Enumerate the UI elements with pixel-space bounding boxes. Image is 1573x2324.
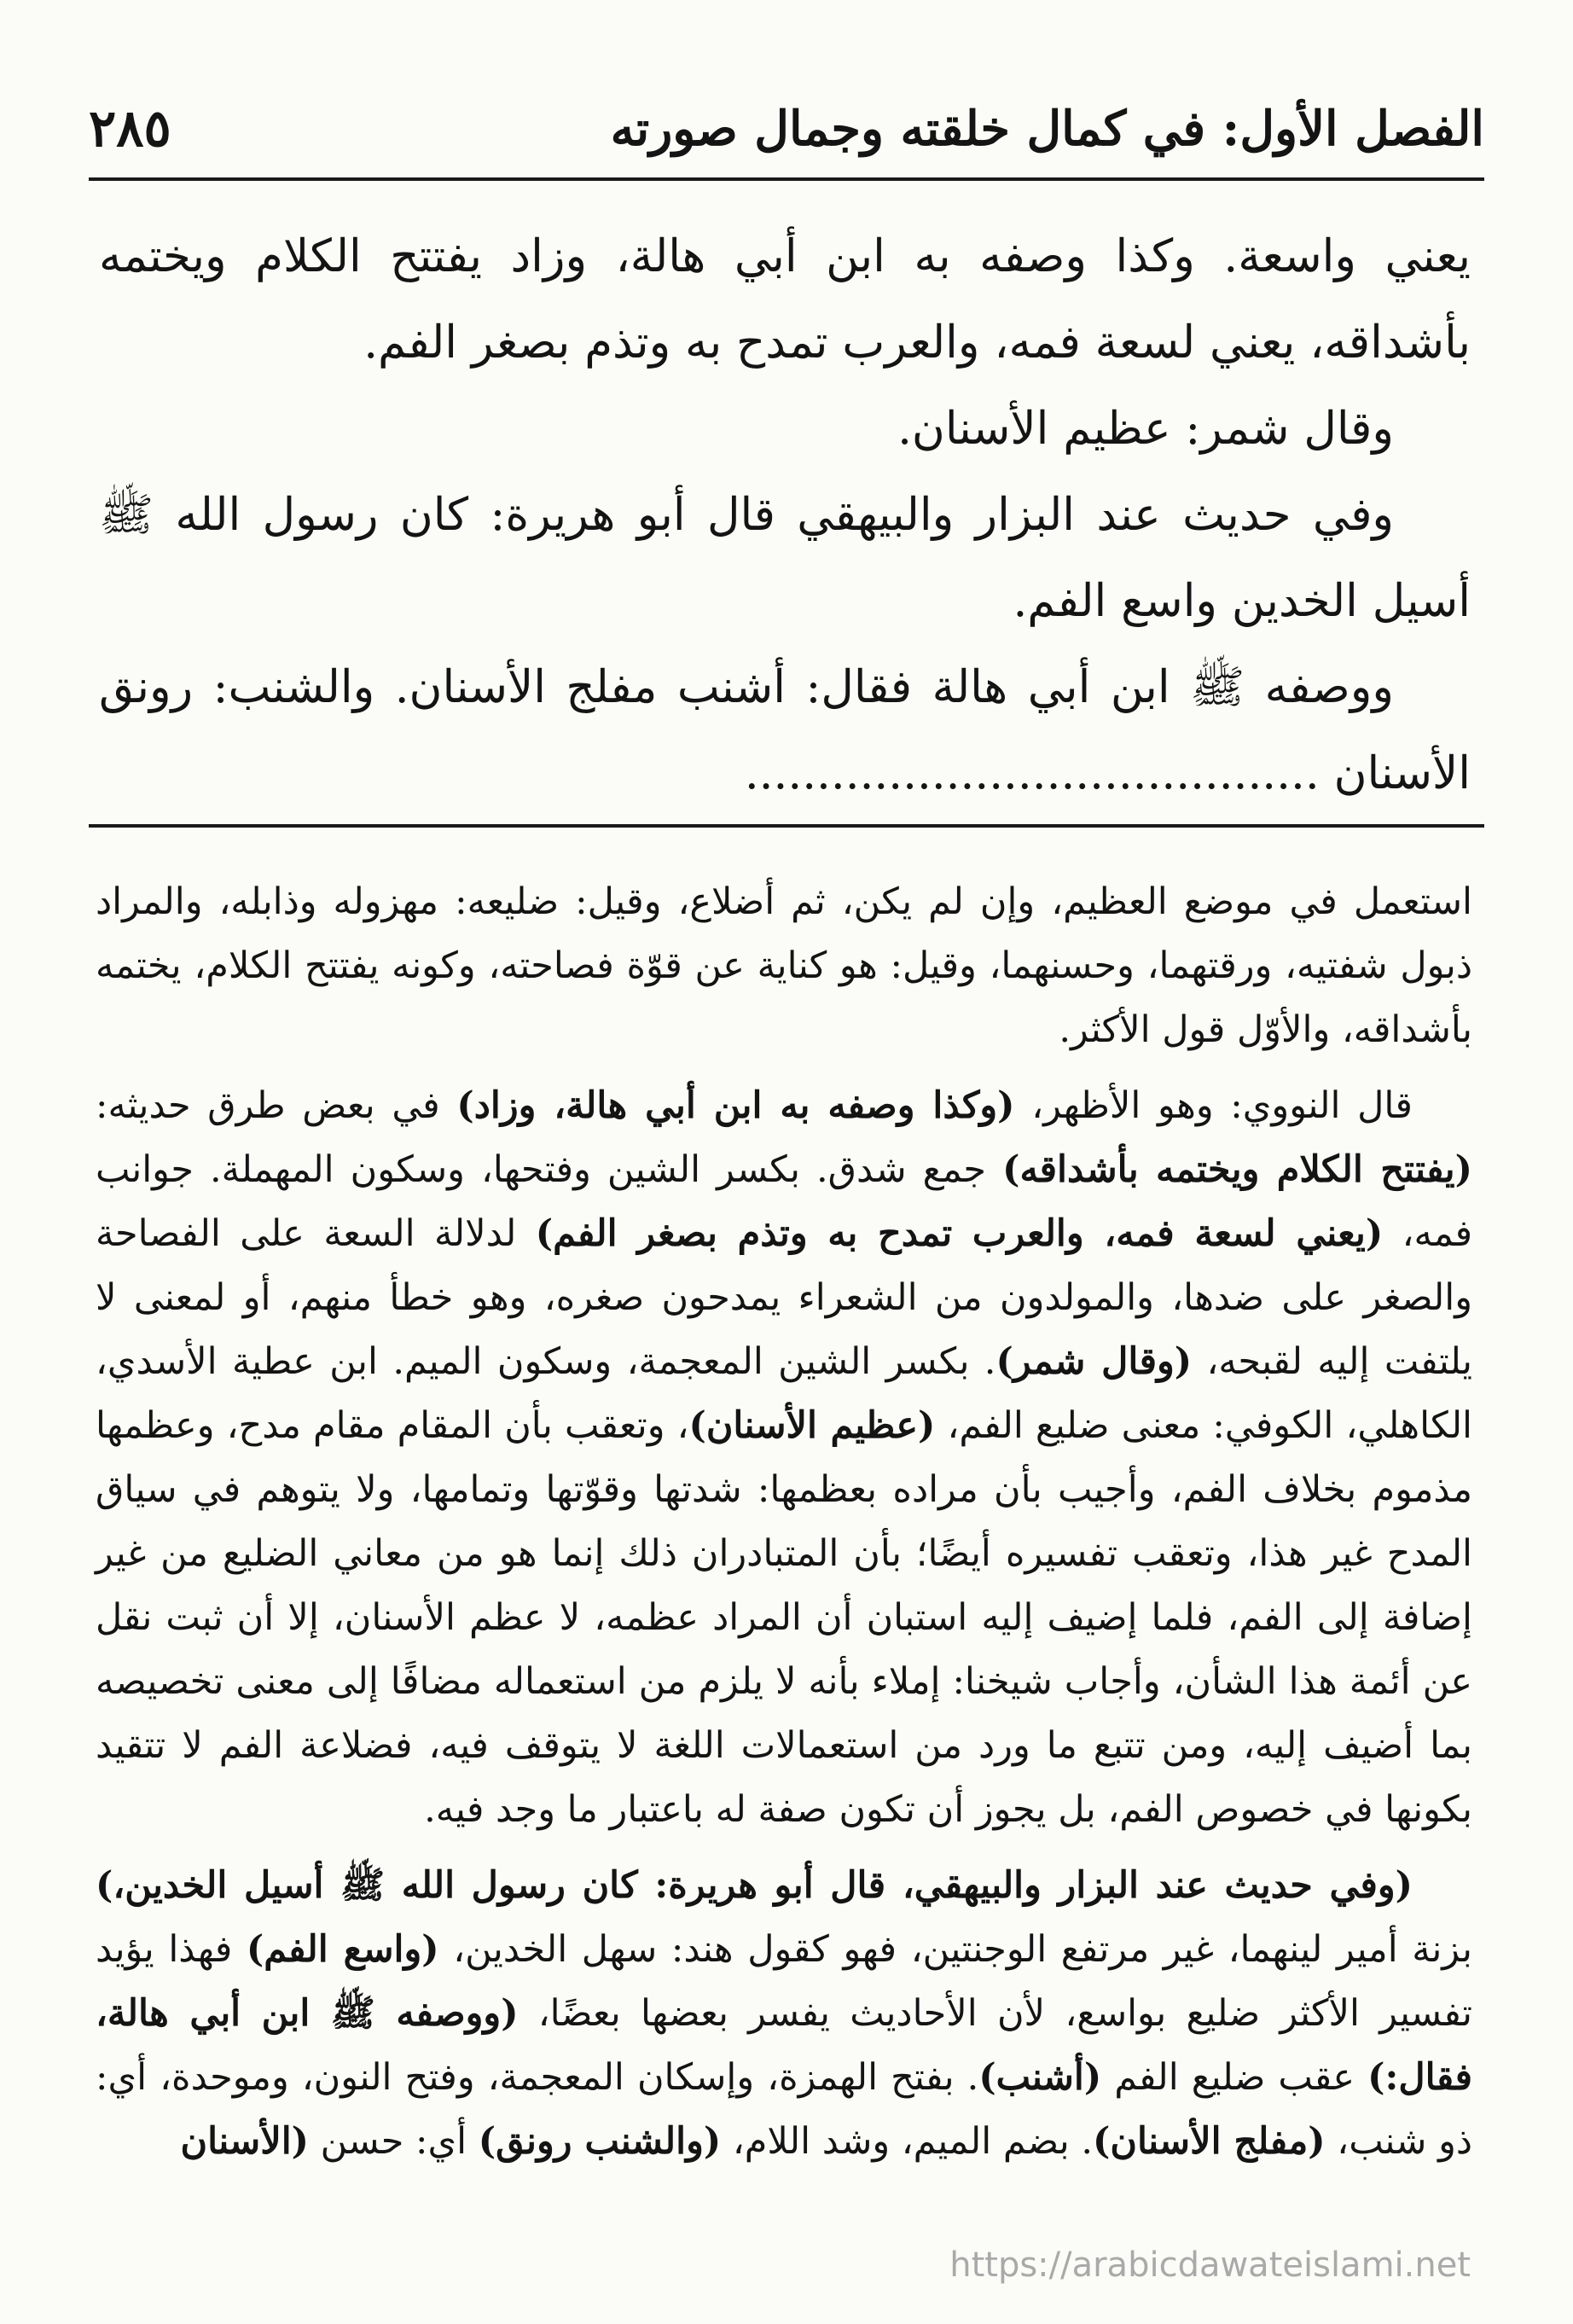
commentary [96, 870, 1472, 2186]
commentary-text: قال النووي: وهو الأظهر، [1014, 1084, 1413, 1127]
quoted-text: (والشنب رونق) [478, 2120, 722, 2163]
commentary-paragraph [96, 1074, 1472, 1842]
quoted-text: (الأسنان [180, 2120, 310, 2163]
main-paragraph: وقال شمر: عظيم الأسنان. [897, 403, 1394, 455]
commentary-text: بزنة أمير لينهما، غير مرتفع الوجنتين، فهو كقول هند: سهل الخدين، [438, 1928, 1472, 1971]
main-paragraph: يعني واسعة. وكذا وصفه به ابن أبي هالة، وزاد يفتتح الكلام ويختمه بأشداقه، يعني لسعة فمه، والعرب تمدح به وتذم بصغر الفم. [99, 230, 1471, 369]
quoted-text: (واسع الفم) [246, 1928, 439, 1971]
quoted-text: (وكذا وصفه به ابن أبي هالة، وزاد) [456, 1084, 1015, 1127]
commentary-paragraph [96, 1854, 1472, 2174]
continuation-dots: ........................................ [744, 747, 1320, 799]
quoted-text: (مفلج الأسنان) [1093, 2120, 1326, 2163]
commentary-text: ، وتعقب بأن المقام مقام مدح، وعظمها مذموم بخلاف الفم، وأجيب بأن مراده بعظمها: شدتها وقوّتها وتمامها، ولا يتوهم في سياق المدح غير هذا، وتعقب تفسيره أيضًا؛ بأن المتبادران ذلك إنما هو من معاني الضليع من غير إضافة إلى الفم، فلما إضيف إليه استبان أن المراد عظمه، لا عظم الأسنان، إلا أن ثبت نقل عن أئمة هذا الشأن، وأجاب شيخنا: إملاء بأنه لا يلزم من استعماله مضافًا إلى معنى تخصيصه بما أضيف إليه، ومن تتبع ما ورد من استعمالات اللغة لا يتوقف فيه، فضلاعة الفم لا تتقيد بكونها في خصوص الفم، بل يجوز أن تكون صفة له باعتبار ما وجد فيه. [96, 1404, 1472, 1831]
quoted-text: (وفي حديث عند البزار والبيهقي، قال أبو هريرة: كان رسول الله ﷺ أسيل الخدين،) [96, 1864, 1413, 1907]
commentary-text: لدلالة السعة على الفصاحة والصغر على ضدها، والمولدون من الشعراء يمدحون صغره، وهو خطأ منهم، أو لمعنى لا يلتفت إليه لقبحه، [96, 1212, 1472, 1383]
commentary-text: عقب ضليع الفم [1101, 2056, 1368, 2099]
main-paragraph [99, 644, 1471, 816]
commentary-text: فهذا يؤيد تفسير الأكثر ضليع بواسع، لأن الأحاديث يفسر بعضها بعضًا، [96, 1928, 1473, 2035]
main-paragraph-text: ووصفه ﷺ ابن أبي هالة فقال: أشنب مفلج الأسنان. والشنب: رونق الأسنان [99, 661, 1471, 799]
separator-rule [89, 824, 1484, 828]
quoted-text: (يفتتح الكلام ويختمه بأشداقه) [1002, 1148, 1472, 1191]
commentary-text: في بعض طرق حديثه: [96, 1084, 457, 1127]
commentary-paragraph: استعمل في موضع العظيم، وإن لم يكن، ثم أضلاع، وقيل: ضليعه: مهزوله وذابله، والمراد ذبول شفتيه، ورقتهما، وحسنهما، وقيل: هو كناية عن قوّة فصاحته، وكونه يفتتح الكلام، يختمه بأشداقه، والأوّل قول الأكثر. [96, 880, 1472, 1051]
quoted-text: (وقال شمر) [995, 1340, 1193, 1383]
commentary-text: . بضم الميم، وشد اللام، [721, 2120, 1094, 2163]
watermark: https://arabicdawateislami.net [949, 2246, 1471, 2285]
main-text [99, 213, 1471, 816]
main-paragraph: وفي حديث عند البزار والبيهقي قال أبو هريرة: كان رسول الله ﷺ أسيل الخدين واسع الفم. [99, 489, 1471, 627]
quoted-text: (يعني لسعة فمه، والعرب تمدح به وتذم بصغر الفم) [535, 1212, 1384, 1255]
header-rule [89, 177, 1484, 181]
quoted-text: (عظيم الأسنان) [688, 1404, 936, 1447]
quoted-text: (أشنب) [978, 2056, 1102, 2099]
commentary-text: جمع شدق. بكسر الشين وفتحها، وسكون المهملة. جوانب فمه، [96, 1148, 1473, 1255]
quoted-text: (ووصفه ﷺ ابن أبي هالة، فقال:) [96, 1992, 1472, 2099]
page-number: ٢٨٥ [89, 99, 171, 159]
chapter-title: الفصل الأول: في كمال خلقته وجمال صورته [610, 101, 1484, 157]
commentary-text: . بكسر الشين المعجمة، وسكون الميم. ابن عطية الأسدي، الكاهلي، الكوفي: معنى ضليع الفم، [96, 1340, 1472, 1447]
page-header [89, 82, 1484, 176]
commentary-text: . بفتح الهمزة، وإسكان المعجمة، وفتح النون، وموحدة، أي: ذو شنب، [96, 2056, 1472, 2163]
commentary-text: أي: حسن [309, 2120, 479, 2163]
